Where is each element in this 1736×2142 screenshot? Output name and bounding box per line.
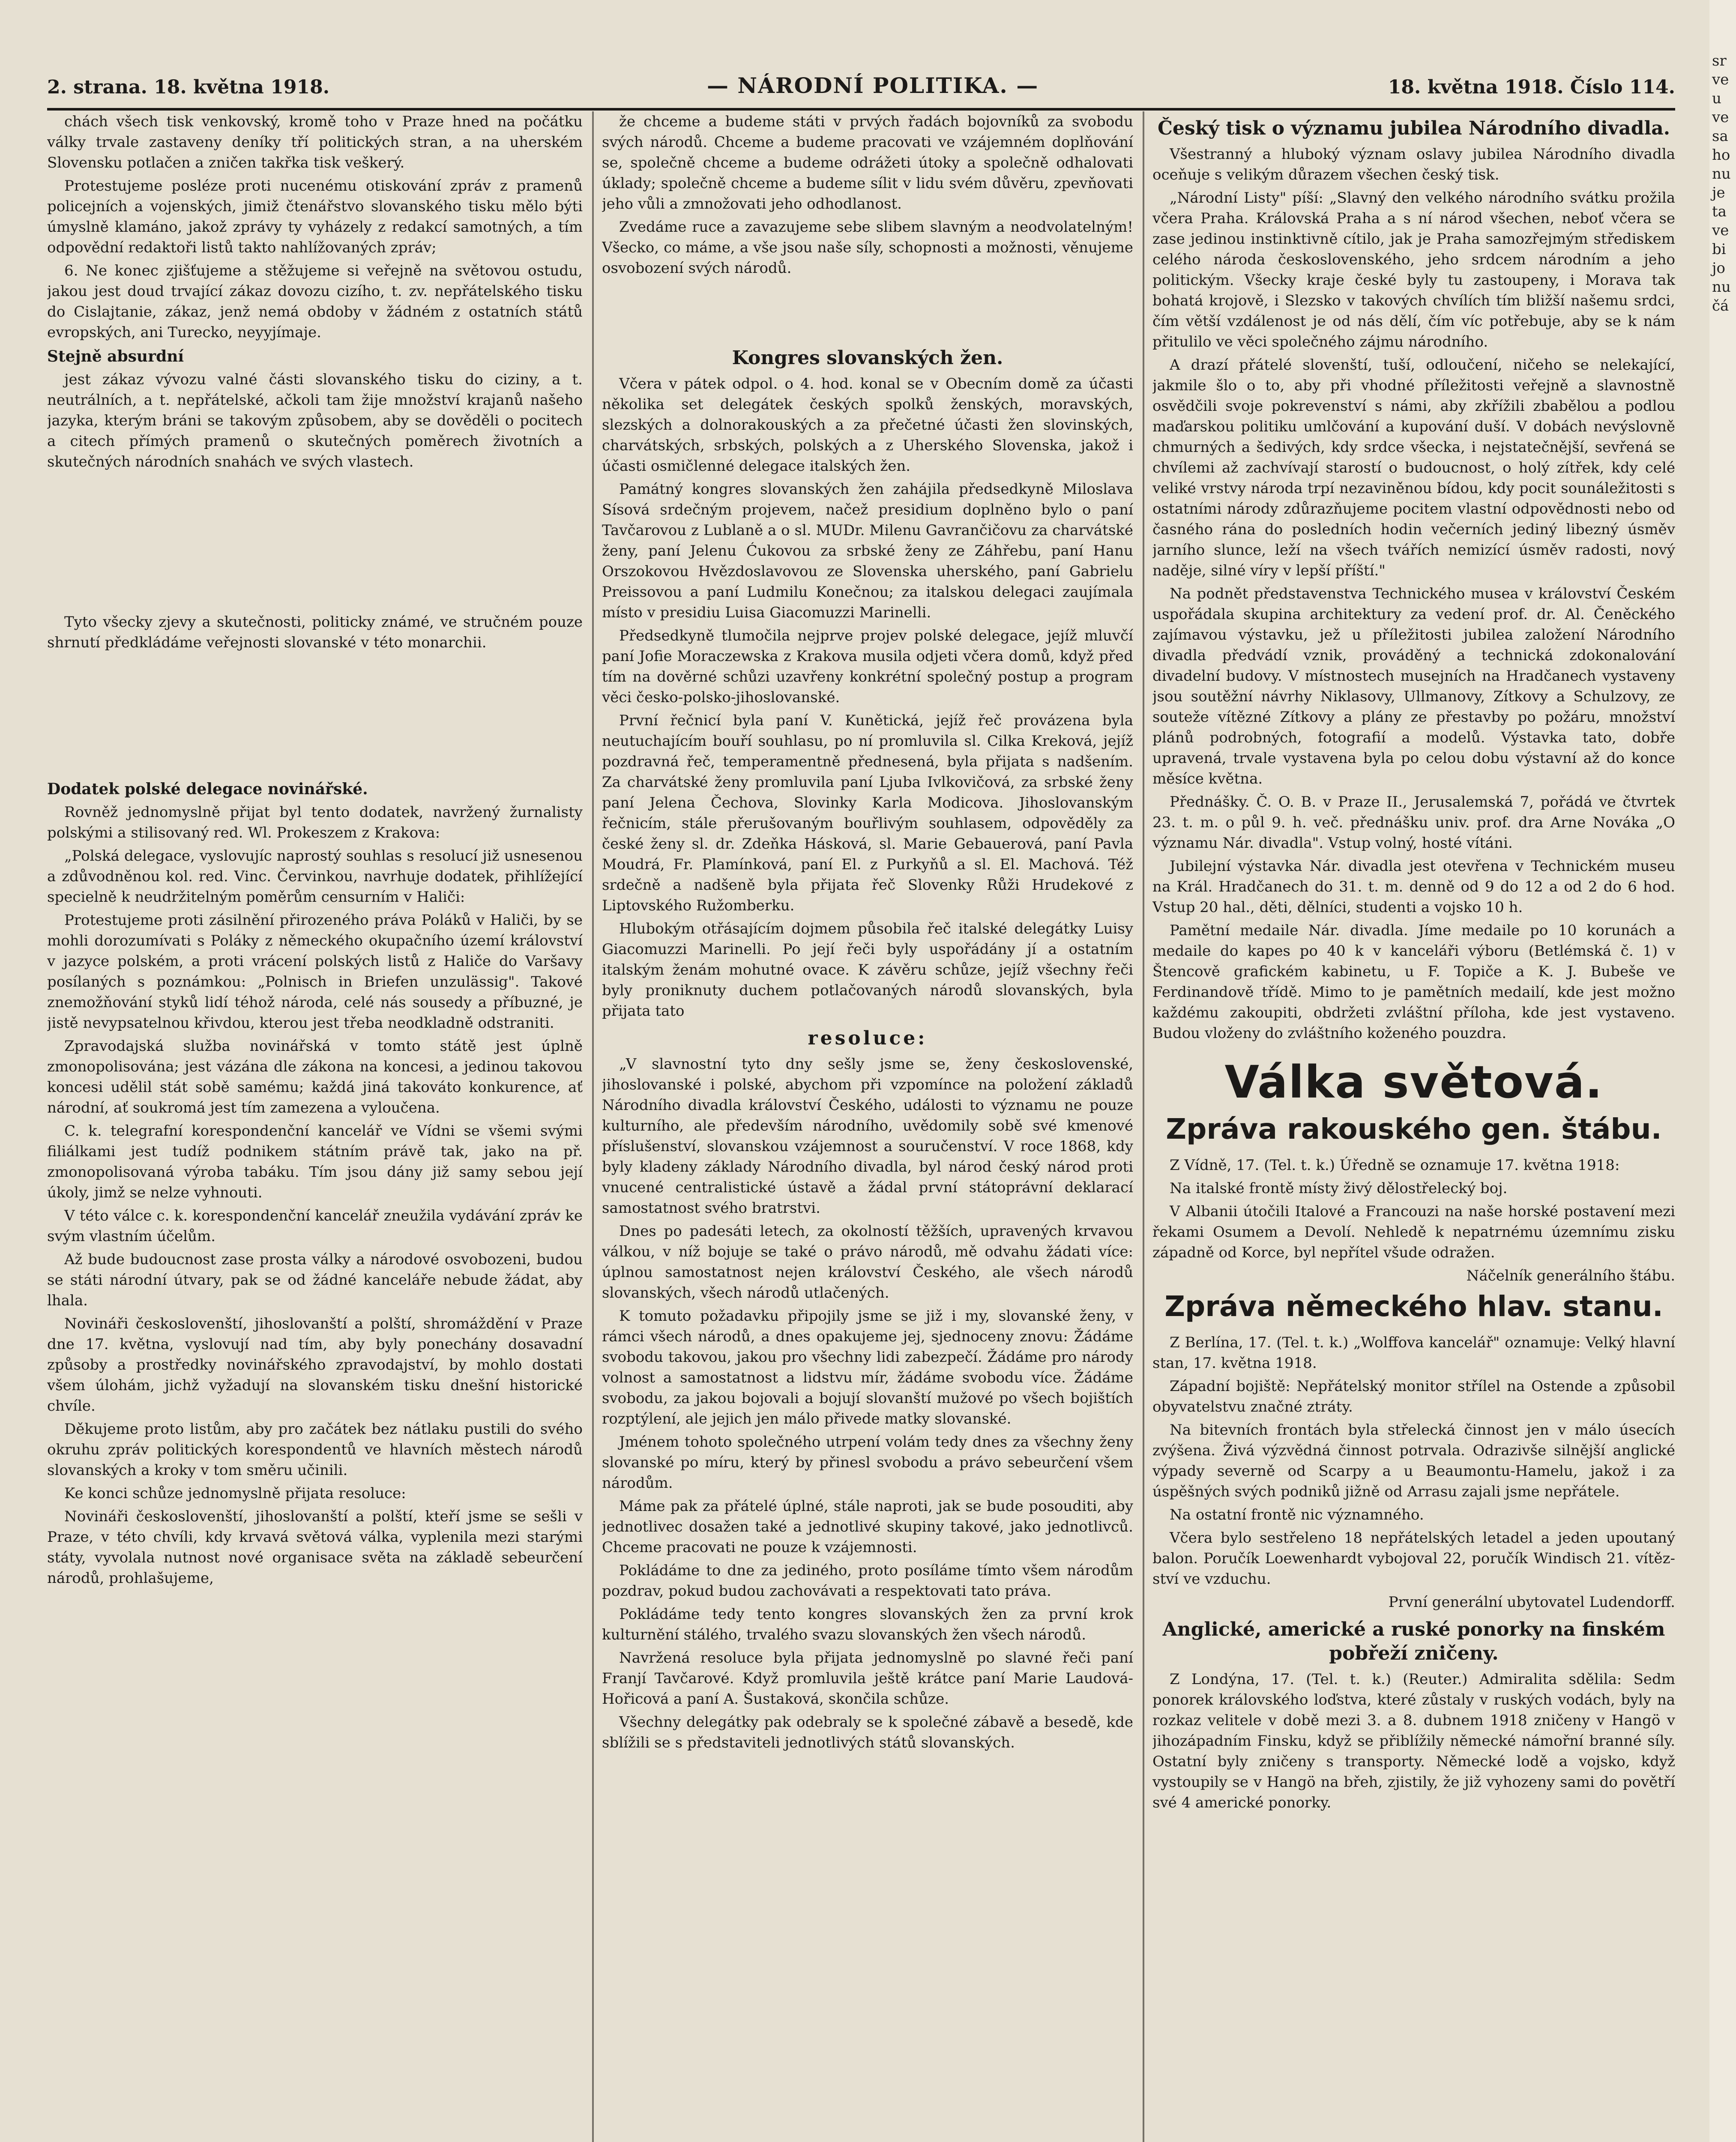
paragraph: Památný kongres slovanských žen zahájila předsedkyně Miloslava Sísová srdečným projevem, načež presidium doplněno bylo o paní Tavčarovou z Lublaně a o sl. MUDr. Milenu Gavrančičovu za charvátské ženy, paní Jelenu Ćukovou za srbské ženy ze Záhřebu, paní Hanu Orszokovou Hvězdoslavovou ze Slovenska uherského, paní Gabrielu Preissovou a paní Ludmilu Konečnou; za italskou delegaci zaujímala místo v presidiu Luisa Giacomuzzi Marinelli. bbox=[602, 481, 1133, 621]
section-heading: Český tisk o významu jubilea Národního divadla. bbox=[1157, 117, 1670, 139]
subheading: resoluce: bbox=[808, 1027, 928, 1049]
paragraph: Děkujeme proto listům, aby pro začátek bez nátlaku pustili do svého okruhu zpráv politických korespondentů ve hlavních městech národů slovanských a kroky v tom směru učinili. bbox=[47, 1421, 583, 1479]
masthead-date-left: 2. strana. 18. května 1918. bbox=[47, 76, 330, 98]
paragraph: Až bude budoucnost zase prosta války a národové osvobozeni, budou se státi národní útvary, pak se od žádné kanceláře nebude žádat, aby lhala. bbox=[47, 1251, 583, 1309]
paragraph: Jubilejní výstavka Nár. divadla jest otevřena v Technickém museu na Král. Hradčanech do 31. t. m. denně od 9 do 12 a od 2 do 6 hod. Vstup 20 hal., děti, dělníci, studenti a vojsko 10 h. bbox=[1152, 858, 1675, 916]
paragraph: Z Vídně, 17. (Tel. t. k.) Úředně se oznamuje 17. května 1918: bbox=[1170, 1157, 1620, 1174]
edge-fragment: sr bbox=[1712, 52, 1727, 69]
signature-line: První generální ubytovatel Ludendorff. bbox=[1388, 1594, 1675, 1611]
paragraph: Jménem tohoto společného utrpení volám tedy dnes za všechny ženy slovanské po míru, který by přinesl svobodu a právo sebeurčení všem národům. bbox=[602, 1433, 1133, 1492]
edge-fragment: je bbox=[1712, 184, 1725, 201]
paragraph: „Polská delegace, vyslovujíc naprostý souhlas s resolucí již usnesenou a zdůvodněnou kol. red. Vinc. Červinkou, navrhuje dodatek, přihlížející specielně k neudržitelným poměrům censurním v Haliči: bbox=[47, 847, 583, 906]
edge-fragment: ve bbox=[1712, 109, 1729, 126]
paragraph: „V slavnostní tyto dny sešly jsme se, ženy československé, jihoslovanské i polské, abychom při vzpomínce na položení základů Národního divadla království Českého, události to významu ne pouze kulturního, ale především národního, uvědomily sobě své kmenové příslušenství, slovanskou vzájemnost a souručenství. V roce 1868, kdy byly kladeny základy Národního divadla, byl národ český národ proti vnucené centralistické ústavě a žádal první státoprávní deklarací samostatnost svého bratrstvi. bbox=[602, 1056, 1133, 1217]
paragraph: „Národní Listy" píší: „Slavný den velkého národního svátku prožila včera Praha. Královská Praha a s ní národ všechen, neboť včera se zase jedinou instinktivně cítilo, jak je Praha samozřejmým střediskem celého národa československého, jeho srdcem národním a jeho politickým. Všecky kraje české byly tu zastoupeny, i Morava tak bohatá krojově, i Slezsko v takových chvílích tím bližší našemu srdci, čím větší vzdálenost je od nás dělí, čím víc potřebuje, aby se k nám přitulilo ve věci společného zájmu národního. bbox=[1152, 189, 1675, 350]
paragraph: Protestujeme posléze proti nucenému otiskování zpráv z pramenů policejních a vojenských, jimiž čtenářstvo slovanského tisku mělo býti úmyslně klamáno, jakož zprávy ty vyházely z redakcí samotných, a tím odpovědní redaktoři listů takto nahlížovaných zpráv; bbox=[47, 177, 583, 256]
edge-fragment: jo bbox=[1712, 260, 1726, 277]
paragraph: Dnes po padesáti letech, za okolností těžších, upravených krvavou válkou, v níž bojuje se také o právo národů, mě odvahu žádati více: úplnou samostatnost nejen království Českého, ale všech národů slovanských, všech národů utlačených. bbox=[602, 1223, 1133, 1301]
censored-gap bbox=[47, 655, 583, 775]
paragraph: Na bitevních frontách byla střelecká činnost jen v málo úsecích zvýšena. Živá výzvědná činnost potrvala. Odrazivše silnější anglické výpady severně od Scarpy a u Beaumontu-Hamelu, jakož i za úspěšných svých podniků jižně od Arrasu zajali jsme nepřátele. bbox=[1152, 1421, 1675, 1500]
edge-fragment: ve bbox=[1712, 71, 1729, 88]
section-heading: Kongres slovanských žen. bbox=[732, 347, 1003, 369]
edge-fragment: ta bbox=[1712, 203, 1727, 220]
censored-gap bbox=[47, 475, 583, 612]
paragraph: Západní bojiště: Nepřátelský monitor střílel na Ostende a způsobil obyvatelstvu značné ztráty. bbox=[1152, 1378, 1675, 1415]
paragraph: Zpravodajská služba novinářská v tomto státě jest úplně zmonopolisována; jest vázána dle zákona na koncesi, a jedinou takovou koncesi udělil stát sobě samému; každá jiná takováto konkurence, ať národní, ať soukromá jest tím zamezena a vyloučena. bbox=[47, 1038, 583, 1116]
section-heading: Zpráva německého hlav. stanu. bbox=[1164, 1290, 1663, 1323]
paragraph: Z Berlína, 17. (Tel. t. k.) „Wolffova kancelář" oznamuje: Velký hlavní stan, 17. května 1918. bbox=[1152, 1334, 1675, 1372]
paragraph: 6. Ne konec zjišťujeme a stěžujeme si veřejně na světovou ostudu, jakou jest doud trvající zákaz dovozu cizího, t. zv. nepřátelského tisku do Cislajtanie, zákaz, jenž nemá obdoby v žádném z ostatních států evropských, ani Turecko, neyyjímaje. bbox=[47, 262, 583, 341]
edge-fragment: nu bbox=[1712, 278, 1731, 296]
section-heading: Dodatek polské delegace novinářské. bbox=[47, 780, 368, 798]
paragraph: Tyto všecky zjevy a skutečnosti, politicky známé, ve stručném pouze shrnutí předkládáme veřejnosti slovanské v této monarchii. bbox=[47, 613, 583, 651]
paragraph: Ke konci schůze jednomyslně přijata resoluce: bbox=[64, 1485, 406, 1502]
paragraph: Pokládáme tedy tento kongres slovanských žen za první krok kulturnění stálého, trvalého svazu slovanských žen všech národů. bbox=[602, 1606, 1133, 1643]
paragraph: K tomuto požadavku připojily jsme se již i my, slovanské ženy, v rámci všech národů, a dnes opakujeme jej, sjednoceny znovu: Žádáme svobodu takovou, jakou pro všechny lidi zabezpečí. Žádáme pro národy volnost a samostatnost a lidstvu mír, žádáme svobodu více. Žádáme svobodu, za jakou bojovali a bojují slovanští mužové po všech bojištích rozptýlení, ale jejich jen málo přivede matky slovanské. bbox=[602, 1307, 1133, 1427]
signature-line: Náčelník generálního štábu. bbox=[1466, 1267, 1675, 1284]
paragraph: že chceme a budeme státi v prvých řadách bojovníků za svobodu svých národů. Chceme a budeme pracovati ve vzájemném doplňování se, společně chceme a budeme odrážeti útoky a společně odhalovati úklady; společně chceme a budeme sílit v lidu svém důvěru, zpevňovati jeho vůli a zmnožovati jeho odhodlanost. bbox=[602, 113, 1133, 212]
paragraph: První řečnicí byla paní V. Kunětická, jejíž řeč provázena byla neutuchajícím bouří souhlasu, po ní promluvila sl. Cilka Kreková, jejíž pozdravná řeč, temperamentně přednesená, byla přijata s nadšením. Za charvátské ženy promluvila paní Ljuba Ivlkovičová, za srbské ženy paní Jelena Čechova, Slovinky Karla Modicova. Jihoslovanským řečnicím, stále přerušovaným bouřlivým souhlasem, odpověděly za české ženy sl. dr. Zdeňka Hásková, sl. Marie Gebauerová, paní Pavla Moudrá, Fr. Plamínková, paní El. z Purkyňů a sl. El. Machová. Též srdečně a nadšeně byla přijata řeč Slovenky Růži Hrudekové z Liptovského Ružomberku. bbox=[602, 712, 1133, 914]
edge-fragment: sa bbox=[1712, 128, 1728, 145]
paragraph: Hlubokým otřásajícím dojmem působila řeč italské delegátky Luisy Giacomuzzi Marinelli. Po její řeči byly uspořádány jí a ostatním italským ženám mohutné ovace. K závěru schůze, jejíž všechny řeči byly proniknuty duchem potlačovaných národů slovanských, byla přijata tato bbox=[602, 920, 1133, 1020]
paragraph: Všestranný a hluboký význam oslavy jubilea Národního divadla oceňuje s velikým důrazem všechen český tisk. bbox=[1152, 146, 1675, 183]
paragraph: V Albanii útočili Italové a Francouzi na naše horské postavení mezi řekami Osumem a Devolí. Nehledě k nepatrnému územnímu zisku západně od Korce, byl nepřítel všude odražen. bbox=[1152, 1203, 1675, 1261]
section-heading: Zpráva rakouského gen. štábu. bbox=[1166, 1113, 1662, 1146]
paragraph: Na podnět představenstva Technického musea v království Českém uspořádala skupina architektury za vedení prof. dr. Al. Čeněckého zajímavou výstavku, jež u příležitosti jubilea založení Národního divadla předvádí vznik, prováděný a technická zdokonalování divadelní budovy. V místnostech musejních na Hradčanech vystaveny jsou soutěžní návrhy Niklasovy, Ullmanovy, Zítkovy a Schulzovy, ze souteže vítězné Zítkovy a plány ze přestavby po požáru, množství plánů podrobných, fotografií a modelů. Výstavka tato, dobře upravená, trvale vystavena byla po celou dobu výstavní až do konce měsíce května. bbox=[1152, 585, 1675, 787]
edge-fragment: ve bbox=[1712, 222, 1729, 239]
edge-fragment: nu bbox=[1712, 165, 1731, 182]
paragraph: Pokládáme to dne za jediného, proto posíláme tímto všem národům pozdrav, pokud budou zachovávati a respektovati tato práva. bbox=[602, 1562, 1133, 1600]
paragraph: Včera bylo sestřeleno 18 nepřátelských letadel a jeden upoutaný balon. Poručík Loewenhardt vybojoval 22, poručík Windisch 21. vítězství ve vzduchu. bbox=[1152, 1529, 1675, 1588]
paragraph: Novináři českoslovenští, jihoslovanští a polští, kteří jsme se sešli v Praze, v této chvíli, kdy krvavá světová válka, vyplenila mezi starými státy, vyvolala nutnost nové organisace světa na základě sebeurčení národů, prohlašujeme, bbox=[47, 1508, 583, 1587]
paragraph: chách všech tisk venkovský, kromě toho v Praze hned na počátku války trvale zastaveny deníky tří politických stran, a na uherském Slovensku potlačen a zničen takřka tisk veškerý. bbox=[47, 113, 583, 171]
subheading: Stejně absurdní bbox=[47, 347, 184, 365]
paragraph: Předsedkyně tlumočila nejprve projev polské delegace, jejíž mluvčí paní Jofie Moraczewska z Krakova musila odjeti včera domů, když před tím na dověrné schůzi uzavřeny konkrétní společný postup a program věci česko-polsko-jihoslovanské. bbox=[602, 627, 1133, 706]
section-heading: Anglické, americké a ruské ponorky na finském pobřeží zničeny. bbox=[1162, 1618, 1665, 1664]
paragraph: Protestujeme proti zásilnění přirozeného práva Poláků v Haliči, by se mohli dorozumívati s Poláky z německého okupačního území království v jazyce polském, a proti vrácení polských listů z Haliče do Varšavy posílaných s poznámkou: „Polnisch in Briefen unzulässig". Takové znemožňování styků lidí téhož národa, celé nás sousedy a příbuzné, je jistě nevypsatelnou křivdou, kterou jest třeba neodkladně odstraniti. bbox=[47, 912, 583, 1032]
paragraph: Pamětní medaile Nár. divadla. Jíme medaile po 10 korunách a medaile do kapes po 40 k v kanceláři výboru (Betlémská č. 1) v Štencově grafickém kabinetu, u F. Topiče a K. J. Bubeše ve Ferdinandově třídě. Mimo to je pamětních medailí, kde jest možno každému zakoupiti, obdržeti zvláštní příloha, kde jest vystaveno. Budou vloženy do zvláštního koženého pouzdra. bbox=[1152, 922, 1675, 1042]
column-divider bbox=[592, 111, 594, 2142]
paragraph: Rovněž jednomyslně přijat byl tento dodatek, navržený žurnalisty polskými a stilisovaný red. Wl. Prokeszem z Krakova: bbox=[47, 804, 583, 841]
paragraph: jest zákaz vývozu valné části slovanského tisku do ciziny, a t. neutrálních, a t. nepřátelské, ačkoli tam žije množství krajanů našeho jazyka, kterým bráni se takovým způsobem, aby se dověděli o pocitech a citech přímých pramenů o skutečných poměrech životních a skutečných národních snahách ve svých vlastech. bbox=[47, 371, 583, 470]
edge-fragment: ho bbox=[1712, 147, 1730, 164]
masthead-title: — NÁRODNÍ POLITIKA. — bbox=[707, 73, 1039, 98]
censored-gap bbox=[602, 281, 1133, 341]
column-1 bbox=[47, 111, 583, 2142]
paragraph: Zvedáme ruce a zavazujeme sebe slibem slavným a neodvolatelným! Všecko, co máme, a vše jsou naše síly, schopnosti a možnosti, věnujeme osvobození svých národů. bbox=[602, 218, 1133, 277]
headline-war: Válka světová. bbox=[1224, 1056, 1603, 1108]
column-2 bbox=[602, 111, 1133, 2142]
paragraph: Novináři českoslovenští, jihoslovanští a polští, shromáždění v Praze dne 17. května, vyslovují nad tím, aby byly ponechány dosavadní způsoby a prostředky novinářského zpravodajství, by mohlo dostati všem úlohám, jichž vyžadují na slovanském tisku dnešní historické chvíle. bbox=[47, 1315, 583, 1415]
paragraph: Z Londýna, 17. (Tel. t. k.) (Reuter.) Admiralita sdělila: Sedm ponorek královského loďstva, které zůstaly v ruských vodách, byly na rozkaz velitele v době mezi 3. a 8. dubnem 1918 zničeny v Hangö v jihozápadním Finsku, když se přiblížily německé námořní branné síly. Ostatní byly zničeny s transporty. Německé lodě a vojsko, když vystoupily se v Hangö na břeh, zjistily, že již vyhozeny sami do povětří své 4 americké ponorky. bbox=[1152, 1671, 1675, 1811]
masthead-rule bbox=[47, 108, 1675, 111]
adjacent-page-edge bbox=[1709, 0, 1736, 2142]
paragraph: Navržená resoluce byla přijata jednomyslně po slavné řeči paní Franjí Tavčarové. Když promluvila ještě krátce paní Marie Laudová-Hořicová a paní A. Šustaková, skončila schůze. bbox=[602, 1649, 1133, 1708]
paragraph: Všechny delegátky pak odebraly se k společné zábavě a besedě, kde sblížili se s představiteli jednotlivých států slovanských. bbox=[602, 1714, 1133, 1751]
edge-fragment: bi bbox=[1712, 241, 1726, 258]
paragraph: Na ostatní frontě nic významného. bbox=[1170, 1506, 1424, 1523]
paragraph: Máme pak za přátelé úplné, stále naproti, jak se bude posouditi, aby jednotlivec dosažen také a jednotlivé skupiny takové, jako jednotlivců. Chceme pracovati ne pouze k vzájemnosti. bbox=[602, 1498, 1133, 1556]
masthead bbox=[47, 64, 1675, 111]
paragraph: V této válce c. k. korespondenční kancelář zneužila vydávání zpráv ke svým vlastním účelům. bbox=[47, 1207, 583, 1245]
column-3 bbox=[1152, 111, 1675, 2142]
paragraph: Včera v pátek odpol. o 4. hod. konal se v Obecním domě za účasti několika set delegátek českých spolků ženských, moravských, slezských a dolnorakouských a za přečetné účasti žen slovinských, charvátských, srbských, polských a z Uherského Slovenska, jakož i účasti osmičlenné delegace italských žen. bbox=[602, 375, 1133, 475]
paragraph: A drazí přátelé slovenští, tuší, odloučení, ničeho se nelekající, jakmile šlo o to, aby při vhodné příležitosti veřejně a slavnostně osvědčili svoje pokrevenství s námi, aby zkřížili zbabělou a podlou maďarskou politiku umlčování a kupování duší. V dobách nevýslovně chmurných a šedivých, kdy srdce všecka, i nejstatečnější, sevřená se chvílemi až zachvívají starostí o budoucnost, o holý zítřek, kdy celé veliké vrstvy národa trpí nezaviněnou bídou, kdy pocit sounáležitosti s ostatními národy zdůrazňujeme pocitem vlastní odpovědnosti nebo od časného rána do posledních hodin večerních jediný libezný úsměv jarního slunce, leží na všech tvářích nemizící úsměv radosti, nový naděje, silné víry v lepší příští." bbox=[1152, 356, 1675, 579]
paragraph: Přednášky. Č. O. B. v Praze II., Jerusalemská 7, pořádá ve čtvrtek 23. t. m. o půl 9. h. več. přednášku univ. prof. dra Arne Nováka „O významu Nár. divadla". Vstup volný, hosté vítáni. bbox=[1152, 793, 1675, 852]
paragraph: C. k. telegrafní korespondenční kancelář ve Vídni se všemi svými filiálkami jest tudíž podnikem státním právě tak, jako na př. zmonopolisovaná výroba tabáku. Tím jsou dány již samy sebou její úkoly, jimž se nelze vyhnouti. bbox=[47, 1122, 583, 1201]
column-divider bbox=[1143, 111, 1144, 2142]
edge-fragment: čá bbox=[1712, 297, 1729, 314]
paragraph: Na italské frontě místy živý dělostřelecký boj. bbox=[1170, 1180, 1508, 1197]
masthead-date-right: 18. května 1918. Číslo 114. bbox=[1388, 76, 1675, 98]
edge-fragment: u bbox=[1712, 90, 1721, 107]
